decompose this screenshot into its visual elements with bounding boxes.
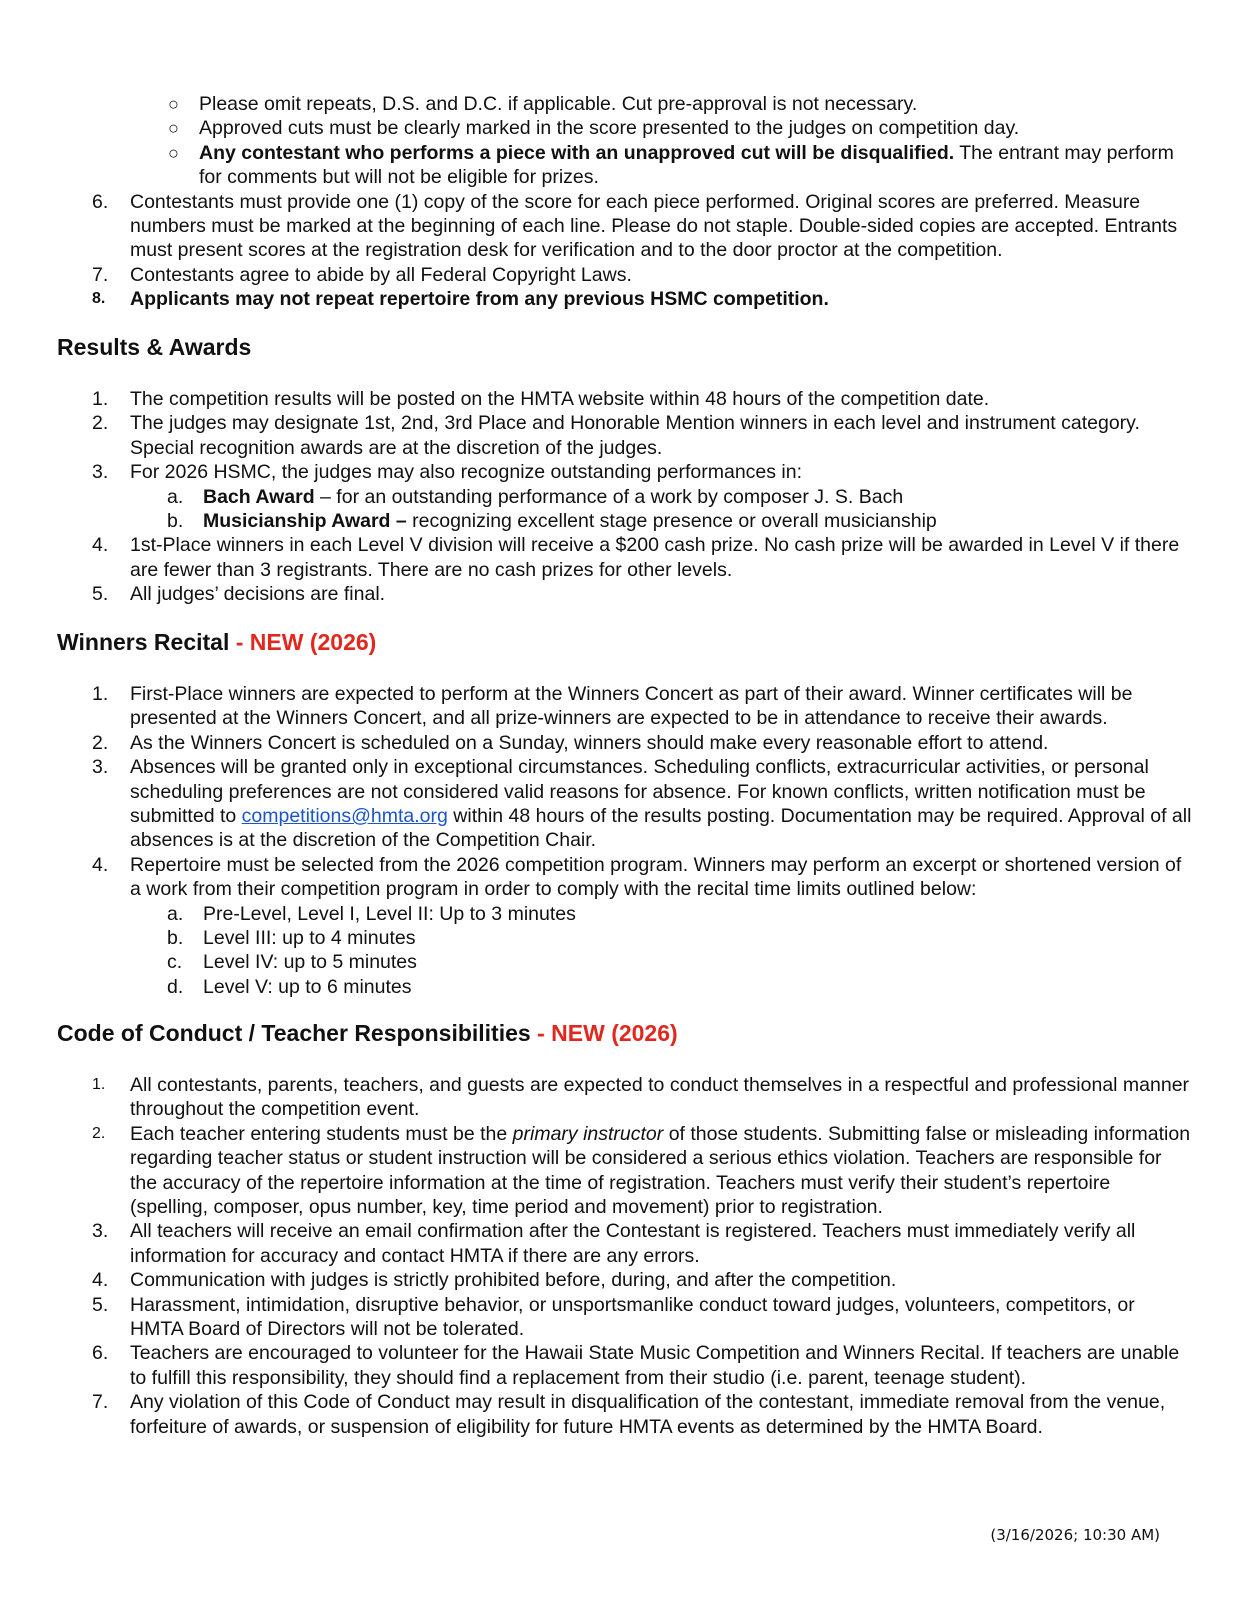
recital-list bbox=[0, 682, 1252, 999]
new-badge: - NEW (2026) bbox=[229, 629, 377, 655]
list-item: b. Level III: up to 4 minutes bbox=[167, 927, 416, 950]
list-item: 1. All contestants, parents, teachers, and guests are expected to conduct themselves in a respectful and professional manner throughout the competition event. bbox=[92, 1074, 1190, 1121]
list-item: 4. Communication with judges is strictly prohibited before, during, and after the competition. bbox=[92, 1269, 897, 1292]
list-item: 1. The competition results will be posted on the HMTA website within 48 hours of the competition date. bbox=[92, 388, 990, 410]
conduct-list bbox=[0, 1073, 1252, 1439]
cut-rules-list bbox=[0, 92, 1252, 312]
results-awards-heading: Results & Awards bbox=[57, 334, 252, 360]
results-list bbox=[0, 387, 1252, 607]
list-item: d. Level V: up to 6 minutes bbox=[167, 975, 412, 998]
list-item: 6. Teachers are encouraged to volunteer for the Hawaii State Music Competition and Winners Recital. If teachers are unable to fulfill this responsibility, they should find a replacement from their studio (i.e. parent, teenage student). bbox=[92, 1342, 1180, 1389]
list-item: 2. As the Winners Concert is scheduled on a Sunday, winners should make every reasonable effort to attend. bbox=[92, 731, 1049, 754]
list-item: 3. All teachers will receive an email confirmation after the Contestant is registered. Teachers must immediately verify all information for accuracy and contact HMTA if there are any errors. bbox=[92, 1220, 1136, 1267]
list-item: 5. All judges’ decisions are final. bbox=[92, 583, 386, 606]
disqualification-notice: Any contestant who performs a piece with an unapproved cut will be disqualified. bbox=[199, 141, 955, 164]
list-item: ○ Approved cuts must be clearly marked in the score presented to the judges on competition day. bbox=[168, 117, 1020, 140]
list-item: 5. Harassment, intimidation, disruptive behavior, or unsportsmanlike conduct toward judges, volunteers, competitors, or HMTA Board of Directors will not be tolerated. bbox=[92, 1293, 1135, 1341]
list-item: a. Pre-Level, Level I, Level II: Up to 3 minutes bbox=[167, 902, 576, 925]
bullet-icon: ○ bbox=[168, 142, 179, 163]
list-item: 4. Repertoire must be selected from the 2026 competition program. Winners may perform an excerpt or shortened version of a work from their competition program in order to comply with the recital time limits outlined below: bbox=[92, 853, 1182, 901]
list-item: 6. Contestants must provide one (1) copy of the score for each piece performed. Original scores are preferred. Measure numbers must be marked at the beginning of each line. Please do not staple. Double-sided copies are accepted. Entrants must present scores at the registration desk for verification and to the door proctor at the competition. bbox=[92, 190, 1178, 262]
list-item: 2. Each teacher entering students must be the primary instructor of those students. Submitting false or misleading information regarding teacher status or student instruction will be considered a serious ethics violation. Teachers are responsible for the accuracy of the repertoire information at the time of registration. Teachers must verify their student’s repertoire (spelling, composer, opus number, key, time period and movement) prior to registration. bbox=[92, 1122, 1191, 1219]
footer-timestamp: (3/16/2026; 10:30 AM) bbox=[990, 1526, 1160, 1544]
list-item: 3. For 2026 HSMC, the judges may also recognize outstanding performances in: bbox=[92, 461, 803, 484]
list-item: 7. Contestants agree to abide by all Federal Copyright Laws. bbox=[92, 263, 632, 286]
list-item: 7. Any violation of this Code of Conduct may result in disqualification of the contestant, immediate removal from the venue, forfeiture of awards, or suspension of eligibility for future HMTA events as determined by the HMTA Board. bbox=[92, 1391, 1166, 1438]
list-item: 8. Applicants may not repeat repertoire from any previous HSMC competition. bbox=[92, 288, 829, 311]
list-item: 1. First-Place winners are expected to perform at the Winners Concert as part of their award. Winner certificates will be presented at the Winners Concert, and all prize-winners are expected to be in attendance to receive their awards. bbox=[92, 683, 1133, 730]
list-item: ○ Please omit repeats, D.S. and D.C. if applicable. Cut pre-approval is not necessary. bbox=[168, 93, 918, 115]
competitions-email-link[interactable]: competitions@hmta.org bbox=[241, 805, 448, 828]
list-item: 2. The judges may designate 1st, 2nd, 3rd Place and Honorable Mention winners in each level and instrument category. Special recognition awards are at the discretion of the judges. bbox=[92, 412, 1140, 459]
bullet-icon: ○ bbox=[168, 94, 179, 114]
list-item: ○ Any contestant who performs a piece with an unapproved cut will be disqualified. The entrant may perform for comments but will not be eligible for prizes. bbox=[168, 141, 1174, 189]
list-item: a. Bach Award – for an outstanding performance of a work by composer J. S. Bach bbox=[167, 485, 904, 508]
bullet-icon: ○ bbox=[168, 118, 179, 139]
code-of-conduct-heading: Code of Conduct / Teacher Responsibilities - NEW (2026) bbox=[57, 1020, 678, 1046]
winners-recital-heading: Winners Recital - NEW (2026) bbox=[57, 629, 377, 655]
list-item: 3. Absences will be granted only in exceptional circumstances. Scheduling conflicts, extracurricular activities, or personal scheduling preferences are not considered valid reasons for absence. For known conflicts, written notification must be submitted to competitions@hmta.org within 48 hours of the results posting. Documentation may be required. Approval of all absences is at the discretion of the Competition Chair. bbox=[92, 756, 1192, 852]
list-item: c. Level IV: up to 5 minutes bbox=[167, 951, 417, 974]
new-badge: - NEW (2026) bbox=[530, 1020, 678, 1046]
list-item: 4. 1st-Place winners in each Level V division will receive a $200 cash prize. No cash prize will be awarded in Level V if there are fewer than 3 registrants. There are no cash prizes for other levels. bbox=[92, 534, 1180, 581]
list-item: b. Musicianship Award – recognizing excellent stage presence or overall musicianship bbox=[167, 510, 937, 533]
